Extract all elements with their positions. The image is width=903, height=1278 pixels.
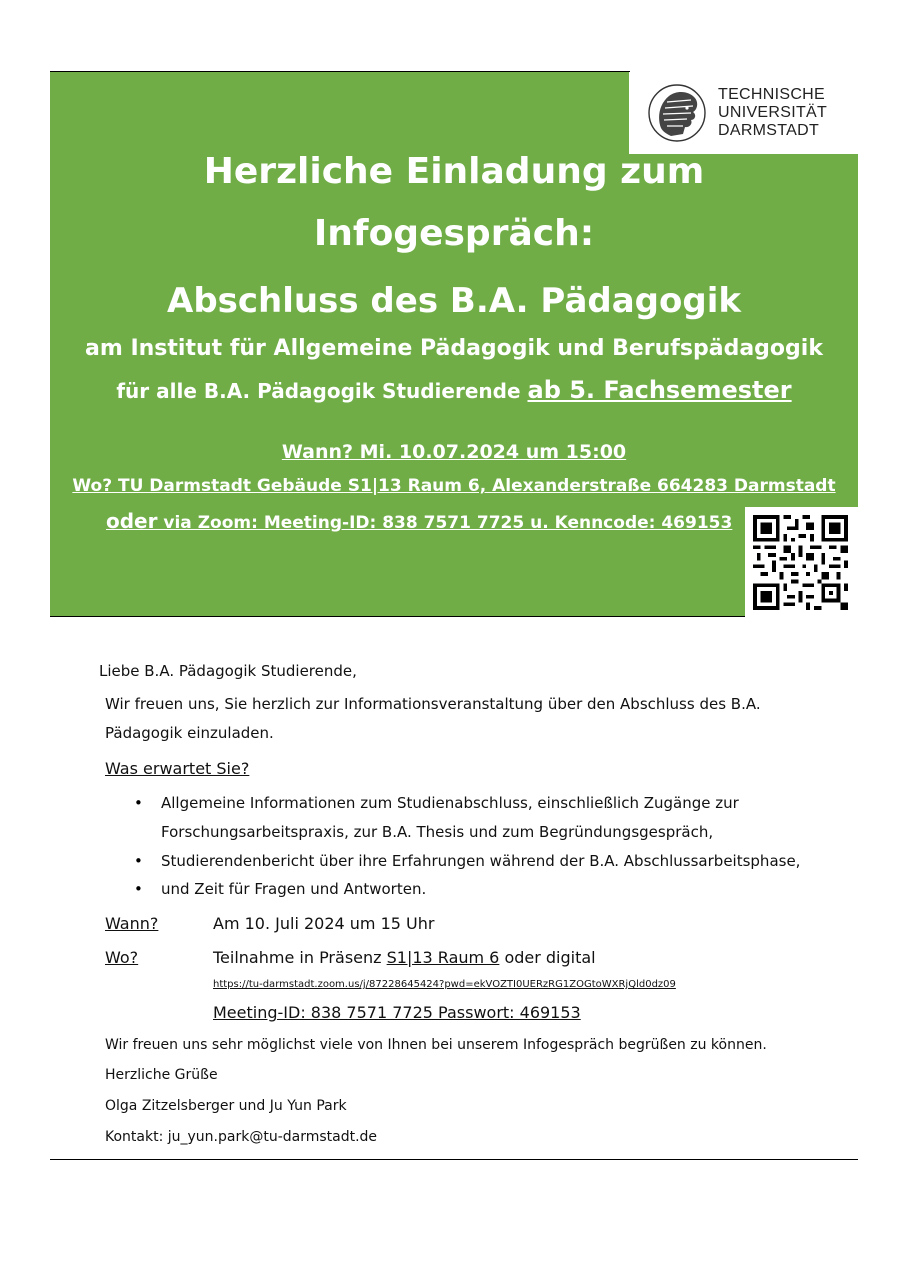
- logo-line-3: DARMSTADT: [718, 122, 820, 139]
- bullet-1-line-2: Forschungsarbeitspraxis, zur B.A. Thesis und zum Begründungsgespräch,: [161, 823, 714, 841]
- banner-zoom-oder: oder: [106, 509, 158, 533]
- banner-where: Wo? TU Darmstadt Gebäude S1|13 Raum 6, Alexanderstraße 664283 Darmstadt: [72, 476, 836, 496]
- institute-line: am Institut für Allgemeine Pädagogik und Berufspädagogik: [85, 336, 823, 361]
- title-line-1: Herzliche Einladung zum: [203, 151, 705, 192]
- when-label: Wann?: [105, 914, 159, 933]
- audience-prefix: für alle B.A. Pädagogik Studierende: [116, 379, 521, 403]
- audience-semester: ab 5. Fachsemester: [527, 376, 792, 404]
- bullet-dot: •: [134, 852, 143, 870]
- expect-heading: Was erwartet Sie?: [105, 759, 250, 778]
- letter-intro-line-1: Wir freuen uns, Sie herzlich zur Informationsveranstaltung über den Abschluss des B.A.: [105, 695, 761, 713]
- signature: Olga Zitzelsberger und Ju Yun Park: [105, 1098, 347, 1114]
- zoom-qr-code[interactable]: [745, 507, 858, 617]
- letter-intro-line-2: Pädagogik einzuladen.: [105, 724, 274, 742]
- banner-bottom-rule: [50, 616, 745, 617]
- tu-darmstadt-logo: [629, 72, 858, 154]
- logo-wordmark: [718, 86, 827, 140]
- letter-greeting: Liebe B.A. Pädagogik Studierende,: [99, 662, 357, 680]
- bottom-rule: [50, 1159, 858, 1160]
- qr-code-icon: [753, 515, 848, 610]
- bullet-2: Studierendenbericht über ihre Erfahrungen während der B.A. Abschlussarbeitsphase,: [161, 852, 801, 870]
- zoom-link[interactable]: https://tu-darmstadt.zoom.us/j/87228645424?pwd=ekVOZTI0UERzRG1ZOGtoWXRjQld0dz09: [213, 979, 676, 990]
- closing-line: Wir freuen uns sehr möglichst viele von Ihnen bei unserem Infogespräch begrüßen zu können.: [105, 1037, 767, 1053]
- banner-when: Wann? Mi. 10.07.2024 um 15:00: [281, 441, 627, 463]
- athena-head-icon: [647, 82, 707, 144]
- bullet-dot: •: [134, 794, 143, 812]
- where-value-prefix: Teilnahme in Präsenz: [213, 948, 387, 967]
- meeting-info: Meeting-ID: 838 7571 7725 Passwort: 469153: [213, 1003, 581, 1022]
- where-value-suffix: oder digital: [499, 948, 596, 967]
- title-line-2: Infogespräch:: [313, 213, 595, 254]
- bullet-dot: •: [134, 880, 143, 898]
- where-room: S1|13 Raum 6: [386, 948, 500, 967]
- audience-line: [50, 374, 858, 407]
- where-value: [213, 948, 596, 968]
- banner-zoom-text: via Zoom: Meeting-ID: 838 7571 7725 u. Kenncode: 469153: [157, 513, 733, 533]
- contact: Kontakt: ju_yun.park@tu-darmstadt.de: [105, 1129, 378, 1145]
- logo-line-1: TECHNISCHE: [718, 86, 826, 103]
- bullet-1-line-1: Allgemeine Informationen zum Studienabschluss, einschließlich Zugänge zur: [161, 794, 739, 812]
- regards: Herzliche Grüße: [105, 1067, 218, 1083]
- banner-zoom: [106, 507, 732, 537]
- subject-heading: Abschluss des B.A. Pädagogik: [167, 281, 741, 321]
- logo-line-2: UNIVERSITÄT: [718, 104, 828, 121]
- where-label: Wo?: [105, 948, 139, 967]
- when-value: Am 10. Juli 2024 um 15 Uhr: [213, 914, 435, 933]
- bullet-3: und Zeit für Fragen und Antworten.: [161, 880, 427, 898]
